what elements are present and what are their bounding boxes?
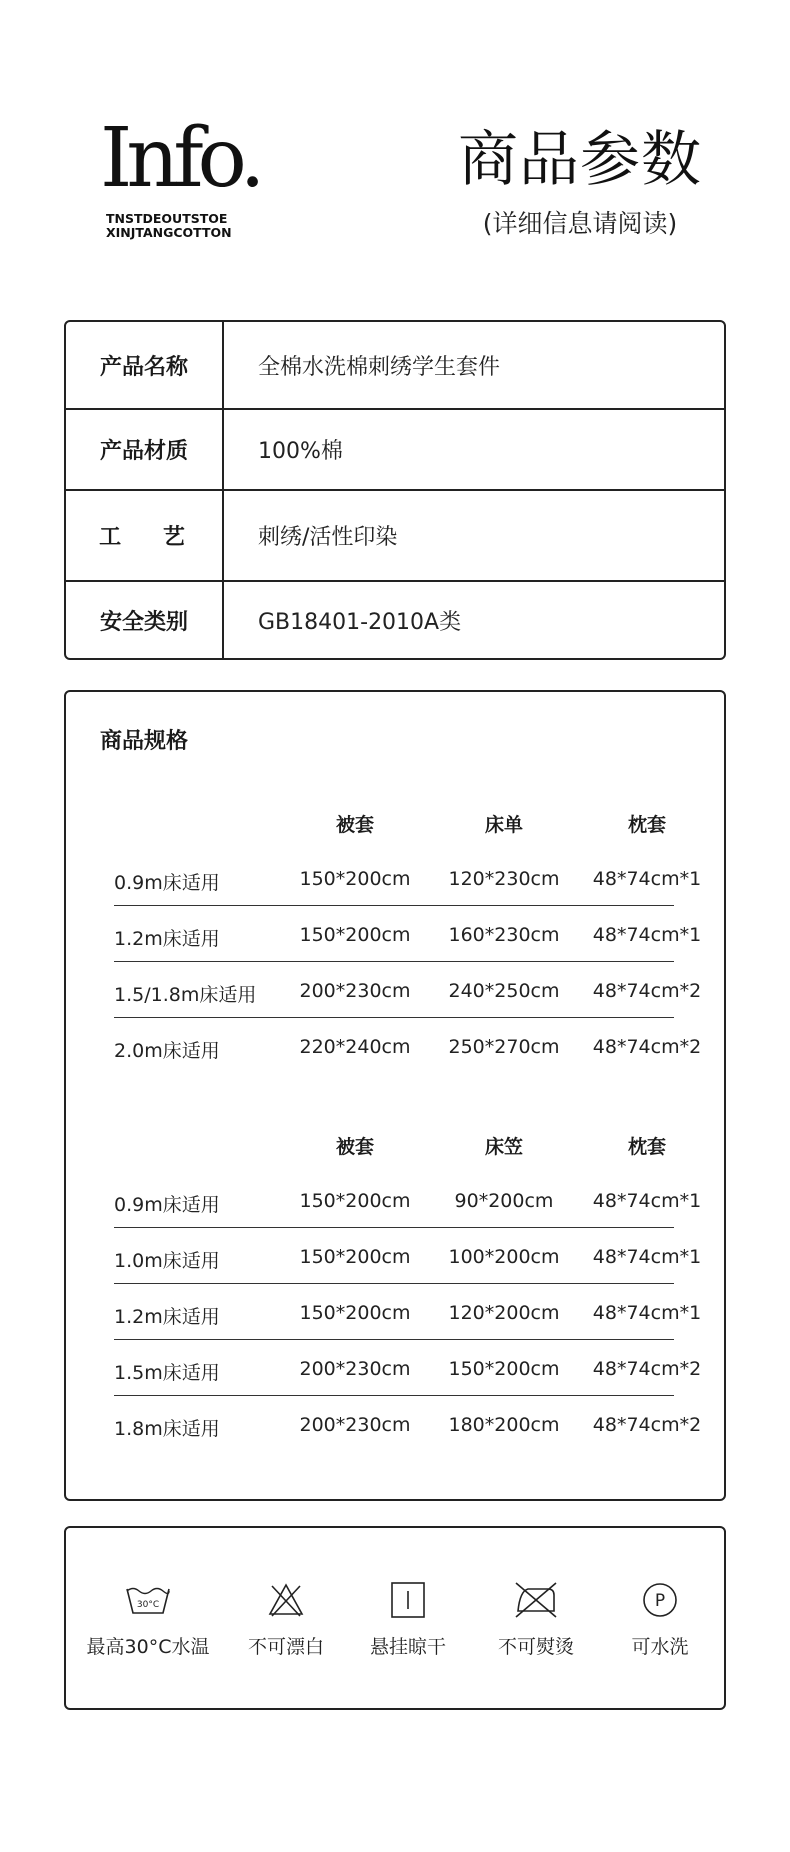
logo-tagline-line1: TNSTDEOUTSTOE	[106, 211, 228, 226]
cell-duvet: 200*230cm	[299, 1414, 411, 1436]
product-info-table	[64, 320, 726, 660]
table-row	[114, 1172, 702, 1228]
cell-fitted-sheet: 150*200cm	[448, 1358, 560, 1380]
cell-duvet: 220*240cm	[299, 1036, 411, 1058]
info-row-name	[66, 322, 724, 410]
cell-pillowcase: 48*74cm*2	[592, 980, 702, 1002]
cell-size: 1.5/1.8m床适用	[114, 984, 257, 1006]
info-label: 安全类别	[66, 582, 224, 658]
cell-pillowcase: 48*74cm*1	[592, 868, 702, 890]
hang-dry-icon	[390, 1581, 426, 1619]
wash-temp-text: 30°C	[136, 1600, 160, 1610]
page-title: 商品参数	[458, 125, 702, 195]
spec-title: 商品规格	[100, 729, 189, 754]
spec-table-header	[114, 810, 674, 850]
no-bleach-icon	[266, 1582, 306, 1618]
care-item-no-iron	[466, 1580, 606, 1659]
spec-table-header	[114, 1132, 674, 1172]
cell-sheet: 160*230cm	[448, 924, 560, 946]
care-label: 悬挂晾干	[369, 1636, 446, 1658]
table-row	[114, 1340, 702, 1396]
brand-logo	[100, 111, 340, 240]
cell-duvet: 150*200cm	[299, 1246, 411, 1268]
info-row-material	[66, 410, 724, 491]
table-row	[114, 1396, 702, 1452]
care-label: 不可熨烫	[497, 1636, 574, 1658]
logo-tagline-line2: XINJTANGCOTTON	[106, 225, 232, 240]
spec-table-fitted	[114, 1132, 702, 1452]
care-item-wash	[78, 1580, 218, 1659]
spec-table-sheet	[114, 810, 702, 1074]
col-header-fitted-sheet: 床笠	[484, 1136, 523, 1158]
info-value: 刺绣/活性印染	[258, 525, 398, 550]
info-label: 工 艺	[66, 491, 224, 580]
cell-fitted-sheet: 120*200cm	[448, 1302, 560, 1324]
cell-size: 1.5m床适用	[114, 1362, 220, 1384]
cell-size: 1.8m床适用	[114, 1418, 220, 1440]
cell-duvet: 150*200cm	[299, 868, 411, 890]
cell-size: 1.0m床适用	[114, 1250, 220, 1272]
cell-duvet: 150*200cm	[299, 924, 411, 946]
care-item-hang-dry	[338, 1580, 478, 1659]
cell-sheet: 120*230cm	[448, 868, 560, 890]
cell-size: 2.0m床适用	[114, 1040, 220, 1062]
dry-clean-p-icon	[641, 1581, 679, 1619]
cell-duvet: 200*230cm	[299, 980, 411, 1002]
table-row	[114, 906, 702, 962]
cell-duvet: 150*200cm	[299, 1190, 411, 1212]
info-row-craft	[66, 491, 724, 582]
care-label: 最高30°C水温	[86, 1636, 210, 1658]
info-value: 100%棉	[258, 439, 343, 464]
dry-clean-letter: P	[654, 1591, 666, 1611]
cell-pillowcase: 48*74cm*1	[592, 924, 702, 946]
cell-sheet: 250*270cm	[448, 1036, 560, 1058]
page-heading	[440, 125, 720, 240]
col-header-duvet: 被套	[335, 1136, 374, 1158]
cell-duvet: 150*200cm	[299, 1302, 411, 1324]
info-row-safety	[66, 582, 724, 658]
col-header-sheet: 床单	[484, 814, 523, 836]
col-header-pillowcase: 枕套	[627, 1136, 666, 1158]
cell-fitted-sheet: 100*200cm	[448, 1246, 560, 1268]
table-row	[114, 1228, 702, 1284]
table-row	[114, 1284, 702, 1340]
care-label: 不可漂白	[247, 1636, 324, 1658]
cell-size: 1.2m床适用	[114, 928, 220, 950]
table-row	[114, 962, 702, 1018]
care-item-washable	[590, 1580, 730, 1659]
cell-pillowcase: 48*74cm*2	[592, 1414, 702, 1436]
cell-size: 0.9m床适用	[114, 872, 220, 894]
cell-fitted-sheet: 90*200cm	[454, 1190, 554, 1212]
cell-size: 0.9m床适用	[114, 1194, 220, 1216]
cell-sheet: 240*250cm	[448, 980, 560, 1002]
cell-duvet: 200*230cm	[299, 1358, 411, 1380]
page-subtitle: (详细信息请阅读)	[482, 209, 678, 238]
no-iron-icon	[514, 1581, 558, 1619]
col-header-pillowcase: 枕套	[627, 814, 666, 836]
care-label: 可水洗	[631, 1636, 689, 1658]
logo-wordmark: Info.	[100, 111, 260, 206]
spec-section	[64, 690, 726, 1501]
care-instructions	[64, 1526, 726, 1710]
col-header-duvet: 被套	[335, 814, 374, 836]
care-item-no-bleach	[216, 1580, 356, 1659]
info-value: 全棉水洗棉刺绣学生套件	[258, 354, 501, 380]
table-row	[114, 850, 702, 906]
info-label: 产品名称	[66, 322, 224, 408]
cell-size: 1.2m床适用	[114, 1306, 220, 1328]
info-label: 产品材质	[66, 410, 224, 489]
cell-pillowcase: 48*74cm*1	[592, 1302, 702, 1324]
cell-pillowcase: 48*74cm*1	[592, 1190, 702, 1212]
logo-tagline	[106, 212, 340, 240]
wash-30-icon	[124, 1583, 172, 1617]
cell-pillowcase: 48*74cm*2	[592, 1036, 702, 1058]
cell-pillowcase: 48*74cm*2	[592, 1358, 702, 1380]
info-value: GB18401-2010A类	[258, 609, 462, 635]
cell-fitted-sheet: 180*200cm	[448, 1414, 560, 1436]
table-row	[114, 1018, 702, 1074]
cell-pillowcase: 48*74cm*1	[592, 1246, 702, 1268]
